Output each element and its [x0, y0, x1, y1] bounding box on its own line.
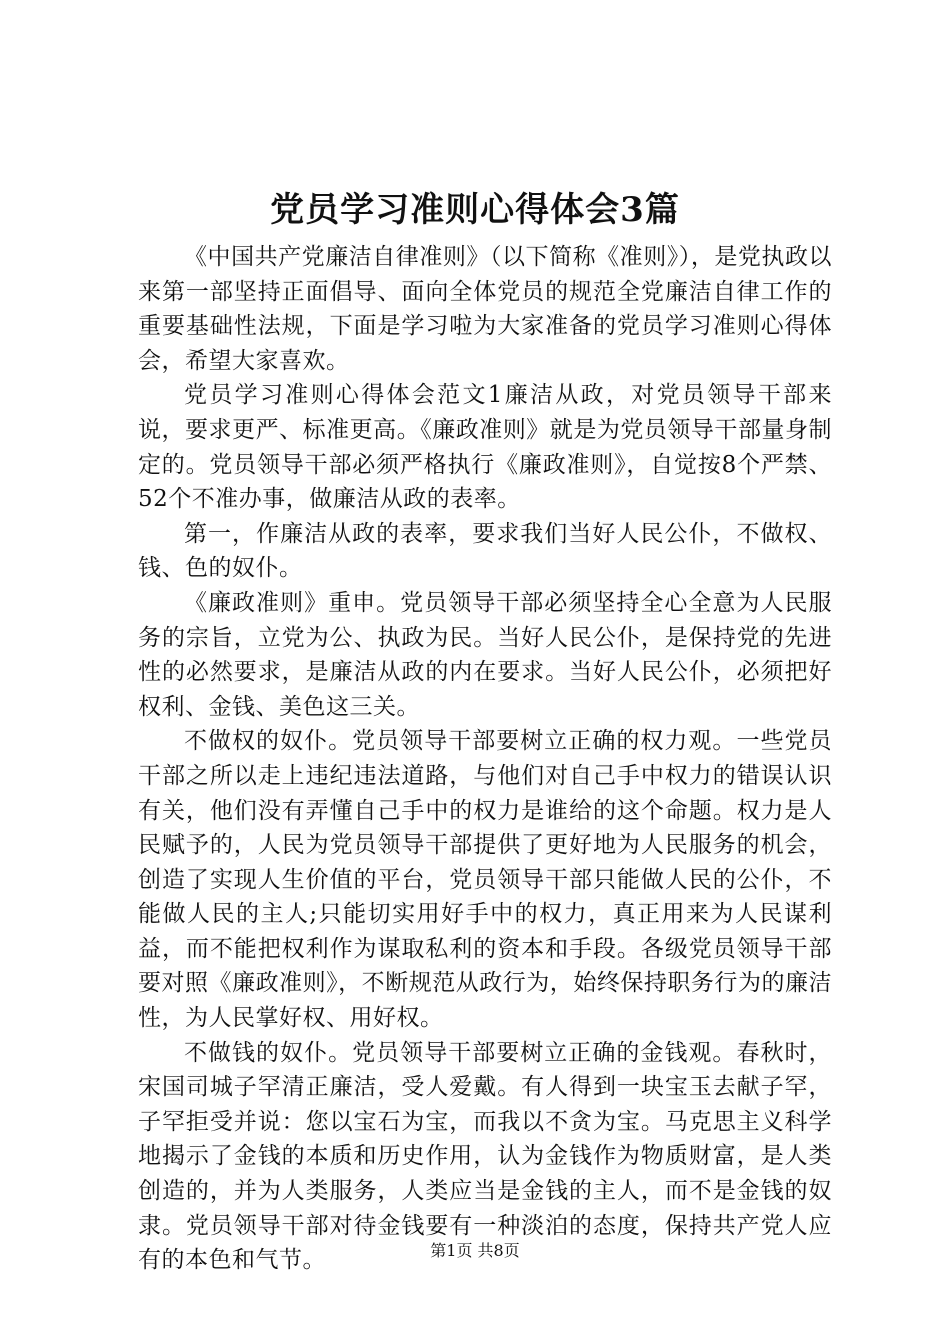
paragraph-regulation-restated: 《廉政准则》重申。党员领导干部必须坚持全心全意为人民服务的宗旨，立党为公、执政为民。当好人民公仆，是保持党的先进性的必然要求，是廉洁从政的内在要求。当好人民公仆，必须把好权利、金钱、美色这三关。	[138, 589, 832, 720]
paragraph-money: 不做钱的奴仆。党员领导干部要树立正确的金钱观。春秋时，宋国司城子罕清正廉洁，受人爱戴。有人得到一块宝玉去献子罕，子罕拒受并说：您以宝石为宝，而我以不贪为宝。马克思主义科学地揭示了金钱的本质和历史作用，认为金钱作为物质财富，是人类创造的，并为人类服务，人类应当是金钱的主人，而不是金钱的奴隶。党员领导干部对待金钱要有一种淡泊的态度，保持共产党人应有的本色和气节。	[138, 1039, 832, 1274]
document-title: 党员学习准则心得体会3篇	[270, 190, 680, 230]
paragraph-point-one: 第一，作廉洁从政的表率，要求我们当好人民公仆，不做权、钱、色的奴仆。	[138, 520, 832, 582]
document-body	[138, 240, 832, 1278]
paragraph-essay-one-opening: 党员学习准则心得体会范文1廉洁从政，对党员领导干部来说，要求更严、标准更高。《廉政准则》就是为党员领导干部量身制定的。党员领导干部必须严格执行《廉政准则》，自觉按8个严禁、52个不准办事，做廉洁从政的表率。	[138, 382, 832, 513]
page-number-footer: 第1页 共8页	[430, 1241, 520, 1260]
paragraph-power: 不做权的奴仆。党员领导干部要树立正确的权力观。一些党员干部之所以走上违纪违法道路，与他们对自己手中权力的错误认识有关，他们没有弄懂自己手中的权力是谁给的这个命题。权力是人民赋予的，人民为党员领导干部提供了更好地为人民服务的机会，创造了实现人生价值的平台，党员领导干部只能做人民的公仆，不能做人民的主人;只能切实用好手中的权力，真正用来为人民谋利益，而不能把权利作为谋取私利的资本和手段。各级党员领导干部要对照《廉政准则》，不断规范从政行为，始终保持职务行为的廉洁性，为人民掌好权、用好权。	[138, 728, 832, 1032]
paragraph-intro: 《中国共产党廉洁自律准则》（以下简称《准则》），是党执政以来第一部坚持正面倡导、面向全体党员的规范全党廉洁自律工作的重要基础性法规，下面是学习啦为大家准备的党员学习准则心得体会，希望大家喜欢。	[138, 244, 832, 374]
